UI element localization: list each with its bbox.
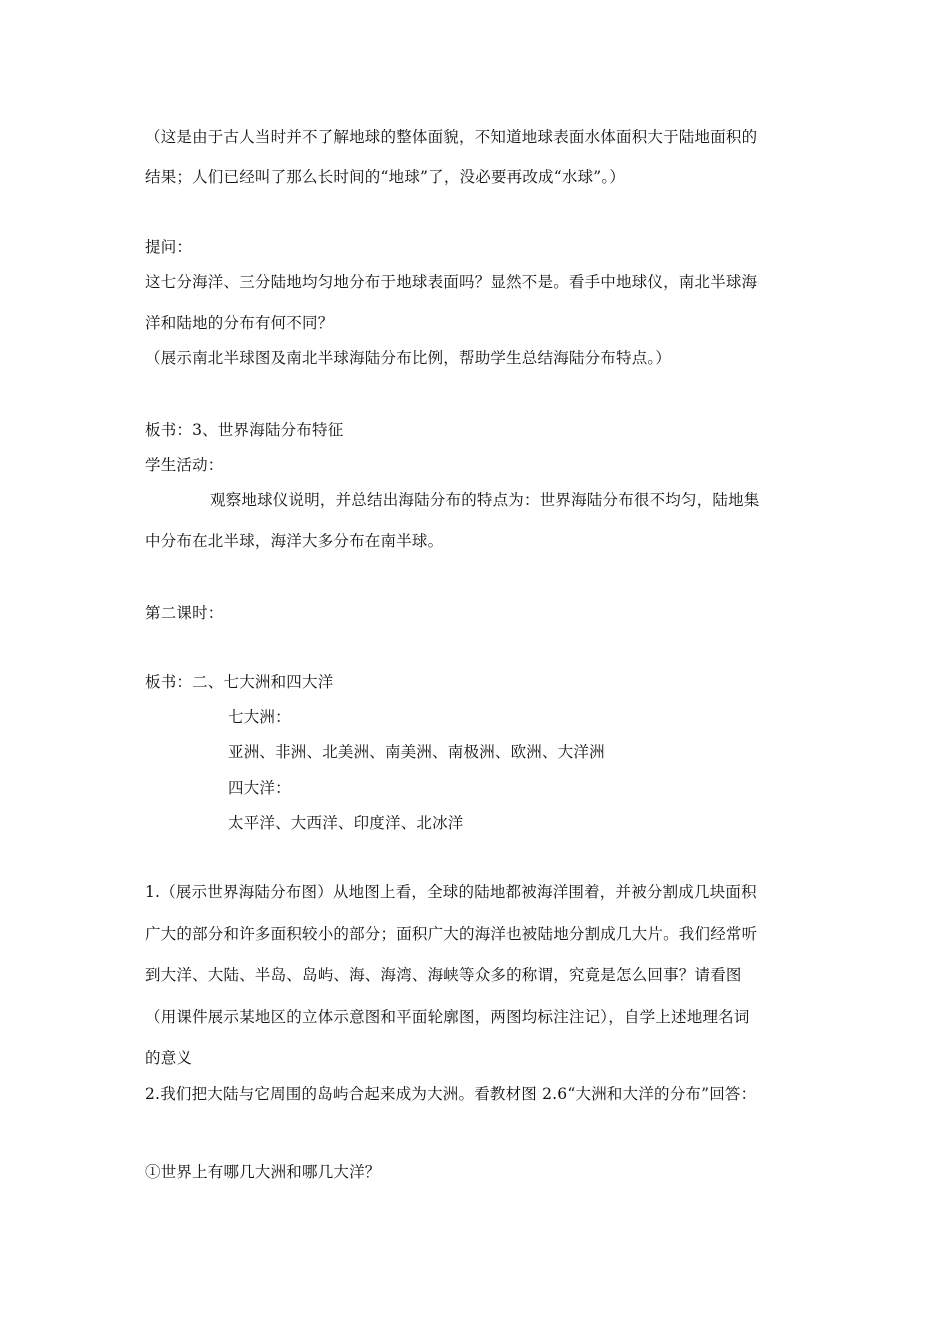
list-item-line: 广大的部分和许多面积较小的部分；面积广大的海洋也被陆地分割成几大片。我们经常听 — [145, 925, 758, 943]
list-item-line: （用课件展示某地区的立体示意图和平面轮廓图，两图均标注注记），自学上述地理名词 — [145, 1008, 750, 1026]
paragraph-line: 洋和陆地的分布有何不同？ — [145, 314, 334, 332]
section-heading: 第二课时： — [145, 604, 224, 622]
question-label: 提问： — [145, 238, 193, 256]
student-activity-label: 学生活动： — [145, 456, 224, 474]
paragraph-line: 中分布在北半球，海洋大多分布在南半球。 — [145, 532, 444, 550]
oceans-list: 太平洋、大西洋、印度洋、北冰洋 — [228, 814, 464, 832]
continents-list: 亚洲、非洲、北美洲、南美洲、南极洲、欧洲、大洋洲 — [228, 743, 605, 761]
paragraph-line: 这七分海洋、三分陆地均匀地分布于地球表面吗？显然不是。看手中地球仪，南北半球海 — [145, 273, 758, 291]
continents-label: 七大洲： — [228, 708, 291, 726]
list-item-line: 到大洋、大陆、半岛、岛屿、海、海湾、海峡等众多的称谓，究竟是怎么回事？请看图 — [145, 966, 742, 984]
oceans-label: 四大洋： — [228, 779, 291, 797]
board-heading: 板书：二、七大洲和四大洋 — [145, 673, 334, 691]
list-item-line: 1.（展示世界海陆分布图）从地图上看，全球的陆地都被海洋围着，并被分割成几块面积 — [145, 883, 757, 901]
board-heading: 板书：3、世界海陆分布特征 — [145, 421, 344, 439]
paragraph-line: （展示南北半球图及南北半球海陆分布比例，帮助学生总结海陆分布特点。） — [145, 349, 672, 367]
list-item-line: 的意义 — [145, 1049, 193, 1067]
paragraph-line: （这是由于古人当时并不了解地球的整体面貌，不知道地球表面水体面积大于陆地面积的 — [145, 128, 758, 146]
list-item-line: 2.我们把大陆与它周围的岛屿合起来成为大洲。看教材图 2.6“大洲和大洋的分布”回答： — [145, 1085, 757, 1103]
paragraph-line: 观察地球仪说明，并总结出海陆分布的特点为：世界海陆分布很不均匀，陆地集 — [210, 491, 760, 509]
paragraph-line: 结果；人们已经叫了那么长时间的“地球”了，没必要再改成“水球”。） — [145, 168, 626, 186]
question-item: ①世界上有哪几大洲和哪几大洋？ — [145, 1163, 381, 1181]
